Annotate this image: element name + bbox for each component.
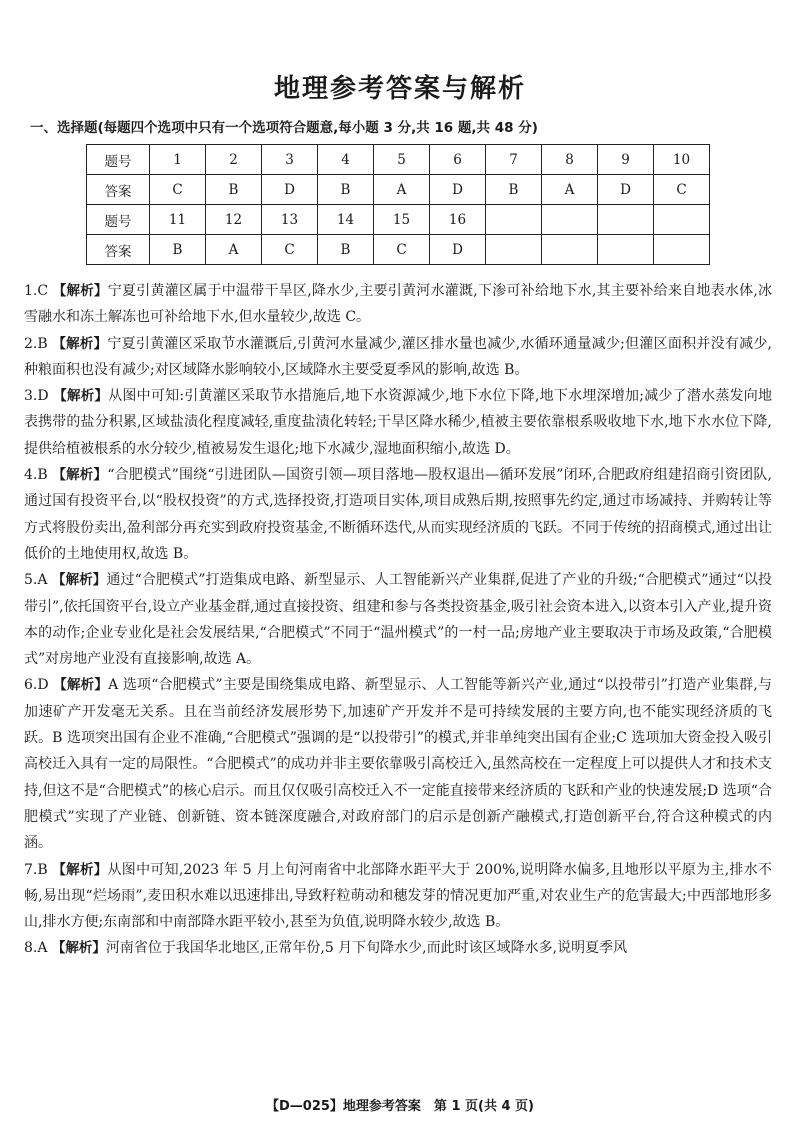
analysis-item-5	[24, 567, 772, 672]
question-number-cell: 4	[318, 145, 374, 175]
answer-cell: D	[430, 175, 486, 205]
question-number-cell: 14	[318, 205, 374, 235]
empty-cell	[486, 235, 542, 265]
answer-cell: C	[262, 235, 318, 265]
item-prefix: 7.B	[24, 861, 48, 878]
section-heading: 一、选择题(每题四个选项中只有一个选项符合题意,每小题 3 分,共 16 题,共 48 分)	[30, 120, 538, 136]
row-label-number: 题号	[87, 145, 150, 175]
analysis-item-4	[24, 462, 772, 567]
answer-cell: B	[486, 175, 542, 205]
analysis-tag: 【解析】	[52, 572, 107, 589]
analysis-item-7	[24, 857, 772, 936]
answer-table	[86, 144, 710, 265]
answer-cell: C	[654, 175, 710, 205]
question-number-cell: 13	[262, 205, 318, 235]
question-number-cell: 15	[374, 205, 430, 235]
row-label-number: 题号	[87, 205, 150, 235]
table-row	[87, 145, 710, 175]
analysis-item-1	[24, 278, 772, 331]
table-row	[87, 175, 710, 205]
item-prefix: 5.A	[24, 572, 48, 589]
answer-cell: B	[318, 175, 374, 205]
answer-cell: A	[206, 235, 262, 265]
question-number-cell: 3	[262, 145, 318, 175]
page-footer: 【D—025】地理参考答案 第 1 页(共 4 页)	[265, 1099, 534, 1114]
table-row	[87, 235, 710, 265]
item-prefix: 6.D	[24, 677, 49, 694]
item-text: 从图中可知:引黄灌区采取节水措施后,地下水资源减少,地下水位下降,地下水埋深增加;减少了潜水蒸发向地表携带的盐分积累,区域盐渍化程度减轻,重度盐渍化转轻;干旱区降水稀少,植被主要依靠根系吸收地下水,地下水水位下降,提供给植被根系的水分较少,植被易发生退化;地下水减少,湿地面积缩小,故选 D。	[24, 388, 772, 457]
analysis-item-2	[24, 331, 772, 384]
analysis-body	[24, 278, 772, 962]
empty-cell	[654, 235, 710, 265]
item-text: 通过“合肥模式”打造集成电路、新型显示、人工智能新兴产业集群,促进了产业的升级;“合肥模式”通过“以投带引”,依托国资平台,设立产业基金群,通过直接投资、组建和参与各类投资基金,吸引社会资本进入,以资本引入产业,提升资本的动作;企业专业化是社会发展结果,“合肥模式”不同于“温州模式”的一村一品;房地产业主要取决于市场及政策,“合肥模式”对房地产业没有直接影响,故选 A。	[24, 572, 773, 668]
analysis-tag: 【解析】	[52, 335, 108, 352]
answer-cell: B	[150, 235, 206, 265]
empty-cell	[598, 235, 654, 265]
item-prefix: 4.B	[24, 467, 48, 484]
question-number-cell: 16	[430, 205, 486, 235]
answer-cell: C	[150, 175, 206, 205]
question-number-cell: 11	[150, 205, 206, 235]
question-number-cell: 7	[486, 145, 542, 175]
answer-cell: A	[542, 175, 598, 205]
question-number-cell: 2	[206, 145, 262, 175]
answer-cell: B	[206, 175, 262, 205]
empty-cell	[654, 205, 710, 235]
analysis-item-3	[24, 383, 772, 462]
item-prefix: 3.D	[24, 388, 49, 405]
question-number-cell: 9	[598, 145, 654, 175]
item-text: 从图中可知,2023 年 5 月上旬河南省中北部降水距平大于 200%,说明降水偏多,且地形以平原为主,排水不畅,易出现“烂场雨”,麦田积水难以迅速排出,导致籽粒萌动和穗发芽的情况更加严重,对农业生产的危害最大;中西部地形多山,排水方便;东南部和中南部降水距平较小,甚至为负值,说明降水较少,故选 B。	[24, 861, 772, 931]
item-prefix: 8.A	[24, 940, 48, 957]
question-number-cell: 10	[654, 145, 710, 175]
question-number-cell: 5	[374, 145, 430, 175]
analysis-tag: 【解析】	[52, 283, 108, 299]
row-label-answer: 答案	[87, 235, 150, 265]
answer-cell: A	[374, 175, 430, 205]
item-text: “合肥模式”围绕“引进团队—国资引领—项目落地—股权退出—循环发展”闭环,合肥政府组建招商引资团队,通过国有投资平台,以“股权投资”的方式,选择投资,打造项目实体,项目成熟后期,按照事先约定,通过市场减持、并购转让等方式将股份卖出,盈利部分再充实到政府投资基金,不断循环迭代,从而实现经济质的飞跃。不同于传统的招商模式,通过出让低价的土地使用权,故选 B。	[24, 467, 773, 562]
answer-cell: D	[430, 235, 486, 265]
analysis-tag: 【解析】	[52, 467, 108, 484]
answer-cell: C	[374, 235, 430, 265]
analysis-tag: 【解析】	[52, 861, 108, 878]
empty-cell	[542, 235, 598, 265]
item-text: 宁夏引黄灌区采取节水灌溉后,引黄河水量减少,灌区排水量也减少,水循环通量减少;但灌区面积并没有减少,种粮面积也没有减少;对区域降水影响较小,区域降水主要受夏季风的影响,故选 B。	[24, 335, 773, 378]
table-row	[87, 205, 710, 235]
empty-cell	[486, 205, 542, 235]
item-prefix: 2.B	[24, 335, 48, 352]
empty-cell	[542, 205, 598, 235]
item-text: 河南省位于我国华北地区,正常年份,5 月下旬降水少,而此时该区域降水多,说明夏季风	[105, 940, 628, 957]
analysis-item-8	[24, 935, 772, 961]
analysis-tag: 【解析】	[53, 388, 109, 405]
question-number-cell: 12	[206, 205, 262, 235]
page-title: 地理参考答案与解析	[273, 74, 526, 104]
question-number-cell: 1	[150, 145, 206, 175]
item-prefix: 1.C	[24, 283, 49, 299]
analysis-tag: 【解析】	[51, 940, 106, 957]
analysis-item-6	[24, 672, 772, 856]
question-number-cell: 8	[542, 145, 598, 175]
answer-cell: D	[598, 175, 654, 205]
empty-cell	[598, 205, 654, 235]
item-text: A 选项“合肥模式”主要是围绕集成电路、新型显示、人工智能等新兴产业,通过“以投带引”打造产业集群,与加速矿产开发毫无关系。且在当前经济发展形势下,加速矿产开发并不是可持续发展的主要方向,也不能实现经济质的飞跃。B 选项突出国有企业不准确,“合肥模式”强调的是“以投带引”的模式,并非单纯突出国有企业;C 选项加大资金投入吸引高校迁入具有一定的局限性。“合肥模式”的成功并非主要依靠吸引高校迁入,虽然高校在一定程度上可以提供人才和技术支持,但这不是“合肥模式”的核心启示。而且仅仅吸引高校迁入不一定能直接带来经济质的飞跃和产业的快速发展;D 选项“合肥模式”实现了产业链、创新链、资本链深度融合,对政府部门的启示是创新产融模式,打造创新平台,符合这种模式的内涵。	[24, 677, 773, 852]
answer-cell: B	[318, 235, 374, 265]
question-number-cell: 6	[430, 145, 486, 175]
item-text: 宁夏引黄灌区属于中温带干旱区,降水少,主要引黄河水灌溉,下渗可补给地下水,其主要补给来自地表水体,冰雪融水和冻土解冻也可补给地下水,但水量较少,故选 C。	[24, 283, 773, 326]
analysis-tag: 【解析】	[53, 677, 109, 694]
answer-cell: D	[262, 175, 318, 205]
row-label-answer: 答案	[87, 175, 150, 205]
